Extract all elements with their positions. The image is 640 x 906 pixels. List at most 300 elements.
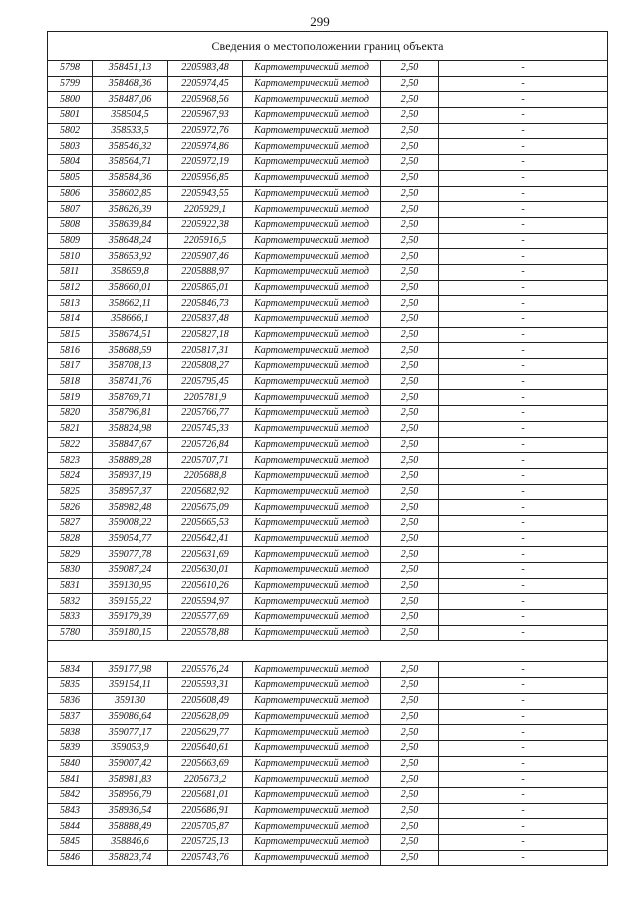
cell-x-coordinate: 358546,32 [93,139,168,155]
table-row [48,500,608,516]
cell-point-number: 5801 [48,108,93,124]
cell-accuracy: 2,50 [381,61,439,77]
cell-y-coordinate: 2205907,46 [168,249,243,265]
cell-x-coordinate: 358662,11 [93,296,168,312]
cell-point-number: 5818 [48,374,93,390]
cell-accuracy: 2,50 [381,170,439,186]
cell-point-number: 5845 [48,835,93,851]
cell-description: - [439,374,608,390]
cell-method: Картометрический метод [243,249,381,265]
cell-point-number: 5803 [48,139,93,155]
table-row [48,249,608,265]
table-row [48,709,608,725]
table-row [48,374,608,390]
cell-method: Картометрический метод [243,563,381,579]
cell-description: - [439,725,608,741]
cell-x-coordinate: 358653,92 [93,249,168,265]
cell-method: Картометрический метод [243,92,381,108]
cell-description: - [439,693,608,709]
cell-description: - [439,772,608,788]
cell-x-coordinate: 358660,01 [93,280,168,296]
cell-description: - [439,484,608,500]
table-row [48,484,608,500]
cell-point-number: 5836 [48,693,93,709]
cell-accuracy: 2,50 [381,108,439,124]
table-row [48,787,608,803]
cell-x-coordinate: 358957,37 [93,484,168,500]
section-separator-row [48,641,608,662]
cell-y-coordinate: 2205827,18 [168,327,243,343]
cell-x-coordinate: 359130,95 [93,578,168,594]
cell-y-coordinate: 2205688,8 [168,468,243,484]
cell-accuracy: 2,50 [381,563,439,579]
cell-y-coordinate: 2205795,45 [168,374,243,390]
cell-x-coordinate: 358666,1 [93,312,168,328]
cell-method: Картометрический метод [243,625,381,641]
cell-point-number: 5826 [48,500,93,516]
cell-point-number: 5829 [48,547,93,563]
cell-x-coordinate: 358602,85 [93,186,168,202]
cell-accuracy: 2,50 [381,756,439,772]
table-row [48,280,608,296]
table-row [48,835,608,851]
table-row [48,108,608,124]
cell-accuracy: 2,50 [381,296,439,312]
cell-description: - [439,155,608,171]
cell-accuracy: 2,50 [381,123,439,139]
cell-description: - [439,249,608,265]
cell-y-coordinate: 2205576,24 [168,662,243,678]
cell-method: Картометрический метод [243,709,381,725]
cell-description: - [439,578,608,594]
cell-point-number: 5840 [48,756,93,772]
cell-y-coordinate: 2205578,88 [168,625,243,641]
cell-point-number: 5811 [48,264,93,280]
table-row [48,678,608,694]
cell-y-coordinate: 2205642,41 [168,531,243,547]
cell-accuracy: 2,50 [381,484,439,500]
cell-point-number: 5832 [48,594,93,610]
cell-description: - [439,312,608,328]
cell-accuracy: 2,50 [381,233,439,249]
cell-y-coordinate: 2205781,9 [168,390,243,406]
cell-y-coordinate: 2205745,33 [168,421,243,437]
cell-method: Картометрический метод [243,296,381,312]
cell-method: Картометрический метод [243,756,381,772]
cell-accuracy: 2,50 [381,280,439,296]
cell-x-coordinate: 358823,74 [93,850,168,866]
table-title-row [48,32,608,61]
cell-point-number: 5835 [48,678,93,694]
cell-method: Картометрический метод [243,803,381,819]
cell-point-number: 5839 [48,740,93,756]
cell-accuracy: 2,50 [381,76,439,92]
cell-y-coordinate: 2205640,61 [168,740,243,756]
cell-point-number: 5798 [48,61,93,77]
cell-y-coordinate: 2205922,38 [168,217,243,233]
cell-x-coordinate: 359054,77 [93,531,168,547]
table-row [48,186,608,202]
cell-accuracy: 2,50 [381,610,439,626]
cell-y-coordinate: 2205929,1 [168,202,243,218]
cell-point-number: 5809 [48,233,93,249]
cell-description: - [439,139,608,155]
cell-method: Картометрический метод [243,725,381,741]
cell-x-coordinate: 359087,24 [93,563,168,579]
cell-y-coordinate: 2205817,31 [168,343,243,359]
cell-method: Картометрический метод [243,500,381,516]
table-row [48,772,608,788]
cell-description: - [439,437,608,453]
table-row [48,92,608,108]
cell-description: - [439,563,608,579]
cell-description: - [439,547,608,563]
cell-point-number: 5824 [48,468,93,484]
cell-x-coordinate: 358533,5 [93,123,168,139]
cell-x-coordinate: 359154,11 [93,678,168,694]
cell-method: Картометрический метод [243,547,381,563]
table-row [48,233,608,249]
cell-method: Картометрический метод [243,359,381,375]
table-row [48,123,608,139]
cell-y-coordinate: 2205974,45 [168,76,243,92]
cell-accuracy: 2,50 [381,312,439,328]
cell-x-coordinate: 358888,49 [93,819,168,835]
cell-description: - [439,468,608,484]
cell-x-coordinate: 358659,8 [93,264,168,280]
cell-description: - [439,678,608,694]
cell-description: - [439,264,608,280]
cell-y-coordinate: 2205594,97 [168,594,243,610]
cell-point-number: 5833 [48,610,93,626]
cell-description: - [439,453,608,469]
cell-description: - [439,531,608,547]
cell-point-number: 5827 [48,515,93,531]
cell-method: Картометрический метод [243,108,381,124]
cell-accuracy: 2,50 [381,249,439,265]
cell-description: - [439,803,608,819]
cell-y-coordinate: 2205630,01 [168,563,243,579]
cell-x-coordinate: 358741,76 [93,374,168,390]
cell-x-coordinate: 358982,48 [93,500,168,516]
cell-method: Картометрический метод [243,312,381,328]
cell-x-coordinate: 359053,9 [93,740,168,756]
cell-method: Картометрический метод [243,740,381,756]
cell-method: Картометрический метод [243,186,381,202]
cell-y-coordinate: 2205766,77 [168,406,243,422]
cell-point-number: 5830 [48,563,93,579]
table-row [48,819,608,835]
cell-accuracy: 2,50 [381,835,439,851]
cell-method: Картометрический метод [243,327,381,343]
table-row [48,515,608,531]
cell-x-coordinate: 359130 [93,693,168,709]
table-row [48,803,608,819]
cell-point-number: 5812 [48,280,93,296]
cell-y-coordinate: 2205593,31 [168,678,243,694]
cell-point-number: 5807 [48,202,93,218]
cell-x-coordinate: 358626,39 [93,202,168,218]
cell-y-coordinate: 2205972,76 [168,123,243,139]
cell-description: - [439,594,608,610]
cell-x-coordinate: 358796,81 [93,406,168,422]
table-row [48,740,608,756]
cell-x-coordinate: 359077,17 [93,725,168,741]
cell-point-number: 5802 [48,123,93,139]
cell-description: - [439,76,608,92]
cell-y-coordinate: 2205707,71 [168,453,243,469]
cell-x-coordinate: 358824,98 [93,421,168,437]
table-row [48,547,608,563]
cell-x-coordinate: 358584,36 [93,170,168,186]
cell-method: Картометрический метод [243,170,381,186]
cell-point-number: 5808 [48,217,93,233]
cell-x-coordinate: 359180,15 [93,625,168,641]
cell-point-number: 5817 [48,359,93,375]
cell-description: - [439,709,608,725]
cell-accuracy: 2,50 [381,625,439,641]
cell-accuracy: 2,50 [381,406,439,422]
cell-accuracy: 2,50 [381,709,439,725]
cell-description: - [439,61,608,77]
table-row [48,202,608,218]
cell-description: - [439,217,608,233]
table-row [48,76,608,92]
cell-method: Картометрический метод [243,772,381,788]
cell-x-coordinate: 359008,22 [93,515,168,531]
cell-description: - [439,359,608,375]
cell-method: Картометрический метод [243,468,381,484]
cell-description: - [439,740,608,756]
cell-point-number: 5819 [48,390,93,406]
table-row [48,725,608,741]
cell-y-coordinate: 2205726,84 [168,437,243,453]
cell-method: Картометрический метод [243,343,381,359]
cell-accuracy: 2,50 [381,787,439,803]
cell-point-number: 5800 [48,92,93,108]
cell-x-coordinate: 358889,28 [93,453,168,469]
cell-point-number: 5834 [48,662,93,678]
cell-point-number: 5816 [48,343,93,359]
cell-point-number: 5804 [48,155,93,171]
table-row [48,390,608,406]
cell-description: - [439,92,608,108]
cell-method: Картометрический метод [243,819,381,835]
cell-accuracy: 2,50 [381,662,439,678]
cell-accuracy: 2,50 [381,500,439,516]
cell-accuracy: 2,50 [381,390,439,406]
table-row [48,170,608,186]
cell-point-number: 5813 [48,296,93,312]
cell-y-coordinate: 2205725,13 [168,835,243,851]
cell-description: - [439,170,608,186]
cell-method: Картометрический метод [243,693,381,709]
cell-method: Картометрический метод [243,390,381,406]
cell-accuracy: 2,50 [381,725,439,741]
cell-point-number: 5810 [48,249,93,265]
cell-x-coordinate: 359155,22 [93,594,168,610]
cell-point-number: 5805 [48,170,93,186]
cell-point-number: 5814 [48,312,93,328]
cell-accuracy: 2,50 [381,453,439,469]
cell-description: - [439,296,608,312]
cell-x-coordinate: 359179,39 [93,610,168,626]
cell-accuracy: 2,50 [381,678,439,694]
cell-point-number: 5828 [48,531,93,547]
cell-description: - [439,202,608,218]
cell-accuracy: 2,50 [381,772,439,788]
cell-description: - [439,406,608,422]
cell-accuracy: 2,50 [381,803,439,819]
cell-method: Картометрический метод [243,787,381,803]
table-row [48,850,608,866]
cell-point-number: 5820 [48,406,93,422]
cell-y-coordinate: 2205629,77 [168,725,243,741]
cell-accuracy: 2,50 [381,343,439,359]
cell-x-coordinate: 358847,67 [93,437,168,453]
cell-y-coordinate: 2205865,01 [168,280,243,296]
cell-method: Картометрический метод [243,515,381,531]
cell-y-coordinate: 2205675,09 [168,500,243,516]
cell-y-coordinate: 2205943,55 [168,186,243,202]
cell-x-coordinate: 359077,78 [93,547,168,563]
cell-point-number: 5799 [48,76,93,92]
cell-description: - [439,233,608,249]
table-row [48,756,608,772]
cell-point-number: 5846 [48,850,93,866]
cell-point-number: 5822 [48,437,93,453]
cell-accuracy: 2,50 [381,693,439,709]
cell-description: - [439,819,608,835]
cell-point-number: 5815 [48,327,93,343]
cell-method: Картометрический метод [243,76,381,92]
cell-x-coordinate: 358769,71 [93,390,168,406]
cell-method: Картометрический метод [243,610,381,626]
cell-y-coordinate: 2205686,91 [168,803,243,819]
cell-x-coordinate: 358648,24 [93,233,168,249]
section-separator [48,641,608,662]
cell-point-number: 5843 [48,803,93,819]
cell-y-coordinate: 2205974,86 [168,139,243,155]
cell-x-coordinate: 358688,59 [93,343,168,359]
cell-method: Картометрический метод [243,531,381,547]
table-row [48,563,608,579]
cell-y-coordinate: 2205846,73 [168,296,243,312]
cell-y-coordinate: 2205837,48 [168,312,243,328]
cell-method: Картометрический метод [243,233,381,249]
table-row [48,610,608,626]
cell-accuracy: 2,50 [381,264,439,280]
table-row [48,264,608,280]
cell-method: Картометрический метод [243,155,381,171]
cell-method: Картометрический метод [243,264,381,280]
cell-x-coordinate: 358468,36 [93,76,168,92]
cell-accuracy: 2,50 [381,850,439,866]
cell-y-coordinate: 2205888,97 [168,264,243,280]
table-row [48,406,608,422]
cell-accuracy: 2,50 [381,515,439,531]
cell-x-coordinate: 358936,54 [93,803,168,819]
table-row [48,594,608,610]
cell-description: - [439,327,608,343]
cell-x-coordinate: 358846,6 [93,835,168,851]
table-row [48,578,608,594]
table-row [48,693,608,709]
table-row [48,468,608,484]
cell-description: - [439,108,608,124]
cell-accuracy: 2,50 [381,547,439,563]
cell-method: Картометрический метод [243,484,381,500]
cell-y-coordinate: 2205972,19 [168,155,243,171]
cell-method: Картометрический метод [243,374,381,390]
table-row [48,296,608,312]
cell-description: - [439,662,608,678]
cell-description: - [439,280,608,296]
cell-description: - [439,390,608,406]
cell-method: Картометрический метод [243,594,381,610]
table-row [48,453,608,469]
cell-description: - [439,756,608,772]
cell-accuracy: 2,50 [381,327,439,343]
cell-x-coordinate: 358981,83 [93,772,168,788]
table-row [48,217,608,233]
cell-accuracy: 2,50 [381,468,439,484]
table-row [48,155,608,171]
cell-accuracy: 2,50 [381,578,439,594]
cell-y-coordinate: 2205665,53 [168,515,243,531]
cell-y-coordinate: 2205628,09 [168,709,243,725]
cell-method: Картометрический метод [243,850,381,866]
cell-method: Картометрический метод [243,662,381,678]
cell-y-coordinate: 2205577,69 [168,610,243,626]
cell-y-coordinate: 2205967,93 [168,108,243,124]
cell-y-coordinate: 2205808,27 [168,359,243,375]
cell-method: Картометрический метод [243,453,381,469]
cell-x-coordinate: 359177,98 [93,662,168,678]
cell-accuracy: 2,50 [381,437,439,453]
cell-method: Картометрический метод [243,202,381,218]
table-row [48,531,608,547]
cell-x-coordinate: 358708,13 [93,359,168,375]
cell-x-coordinate: 358564,71 [93,155,168,171]
cell-method: Картометрический метод [243,61,381,77]
cell-y-coordinate: 2205610,26 [168,578,243,594]
cell-method: Картометрический метод [243,578,381,594]
cell-accuracy: 2,50 [381,819,439,835]
cell-accuracy: 2,50 [381,155,439,171]
cell-point-number: 5844 [48,819,93,835]
cell-accuracy: 2,50 [381,202,439,218]
cell-point-number: 5842 [48,787,93,803]
cell-x-coordinate: 359086,64 [93,709,168,725]
table-row [48,139,608,155]
cell-x-coordinate: 358937,19 [93,468,168,484]
cell-accuracy: 2,50 [381,92,439,108]
cell-accuracy: 2,50 [381,359,439,375]
cell-description: - [439,186,608,202]
cell-description: - [439,515,608,531]
cell-method: Картометрический метод [243,139,381,155]
cell-accuracy: 2,50 [381,594,439,610]
cell-y-coordinate: 2205681,01 [168,787,243,803]
cell-method: Картометрический метод [243,217,381,233]
table-title: Сведения о местоположении границ объекта [48,32,608,61]
cell-accuracy: 2,50 [381,217,439,233]
cell-point-number: 5838 [48,725,93,741]
cell-method: Картометрический метод [243,280,381,296]
cell-description: - [439,421,608,437]
cell-accuracy: 2,50 [381,186,439,202]
